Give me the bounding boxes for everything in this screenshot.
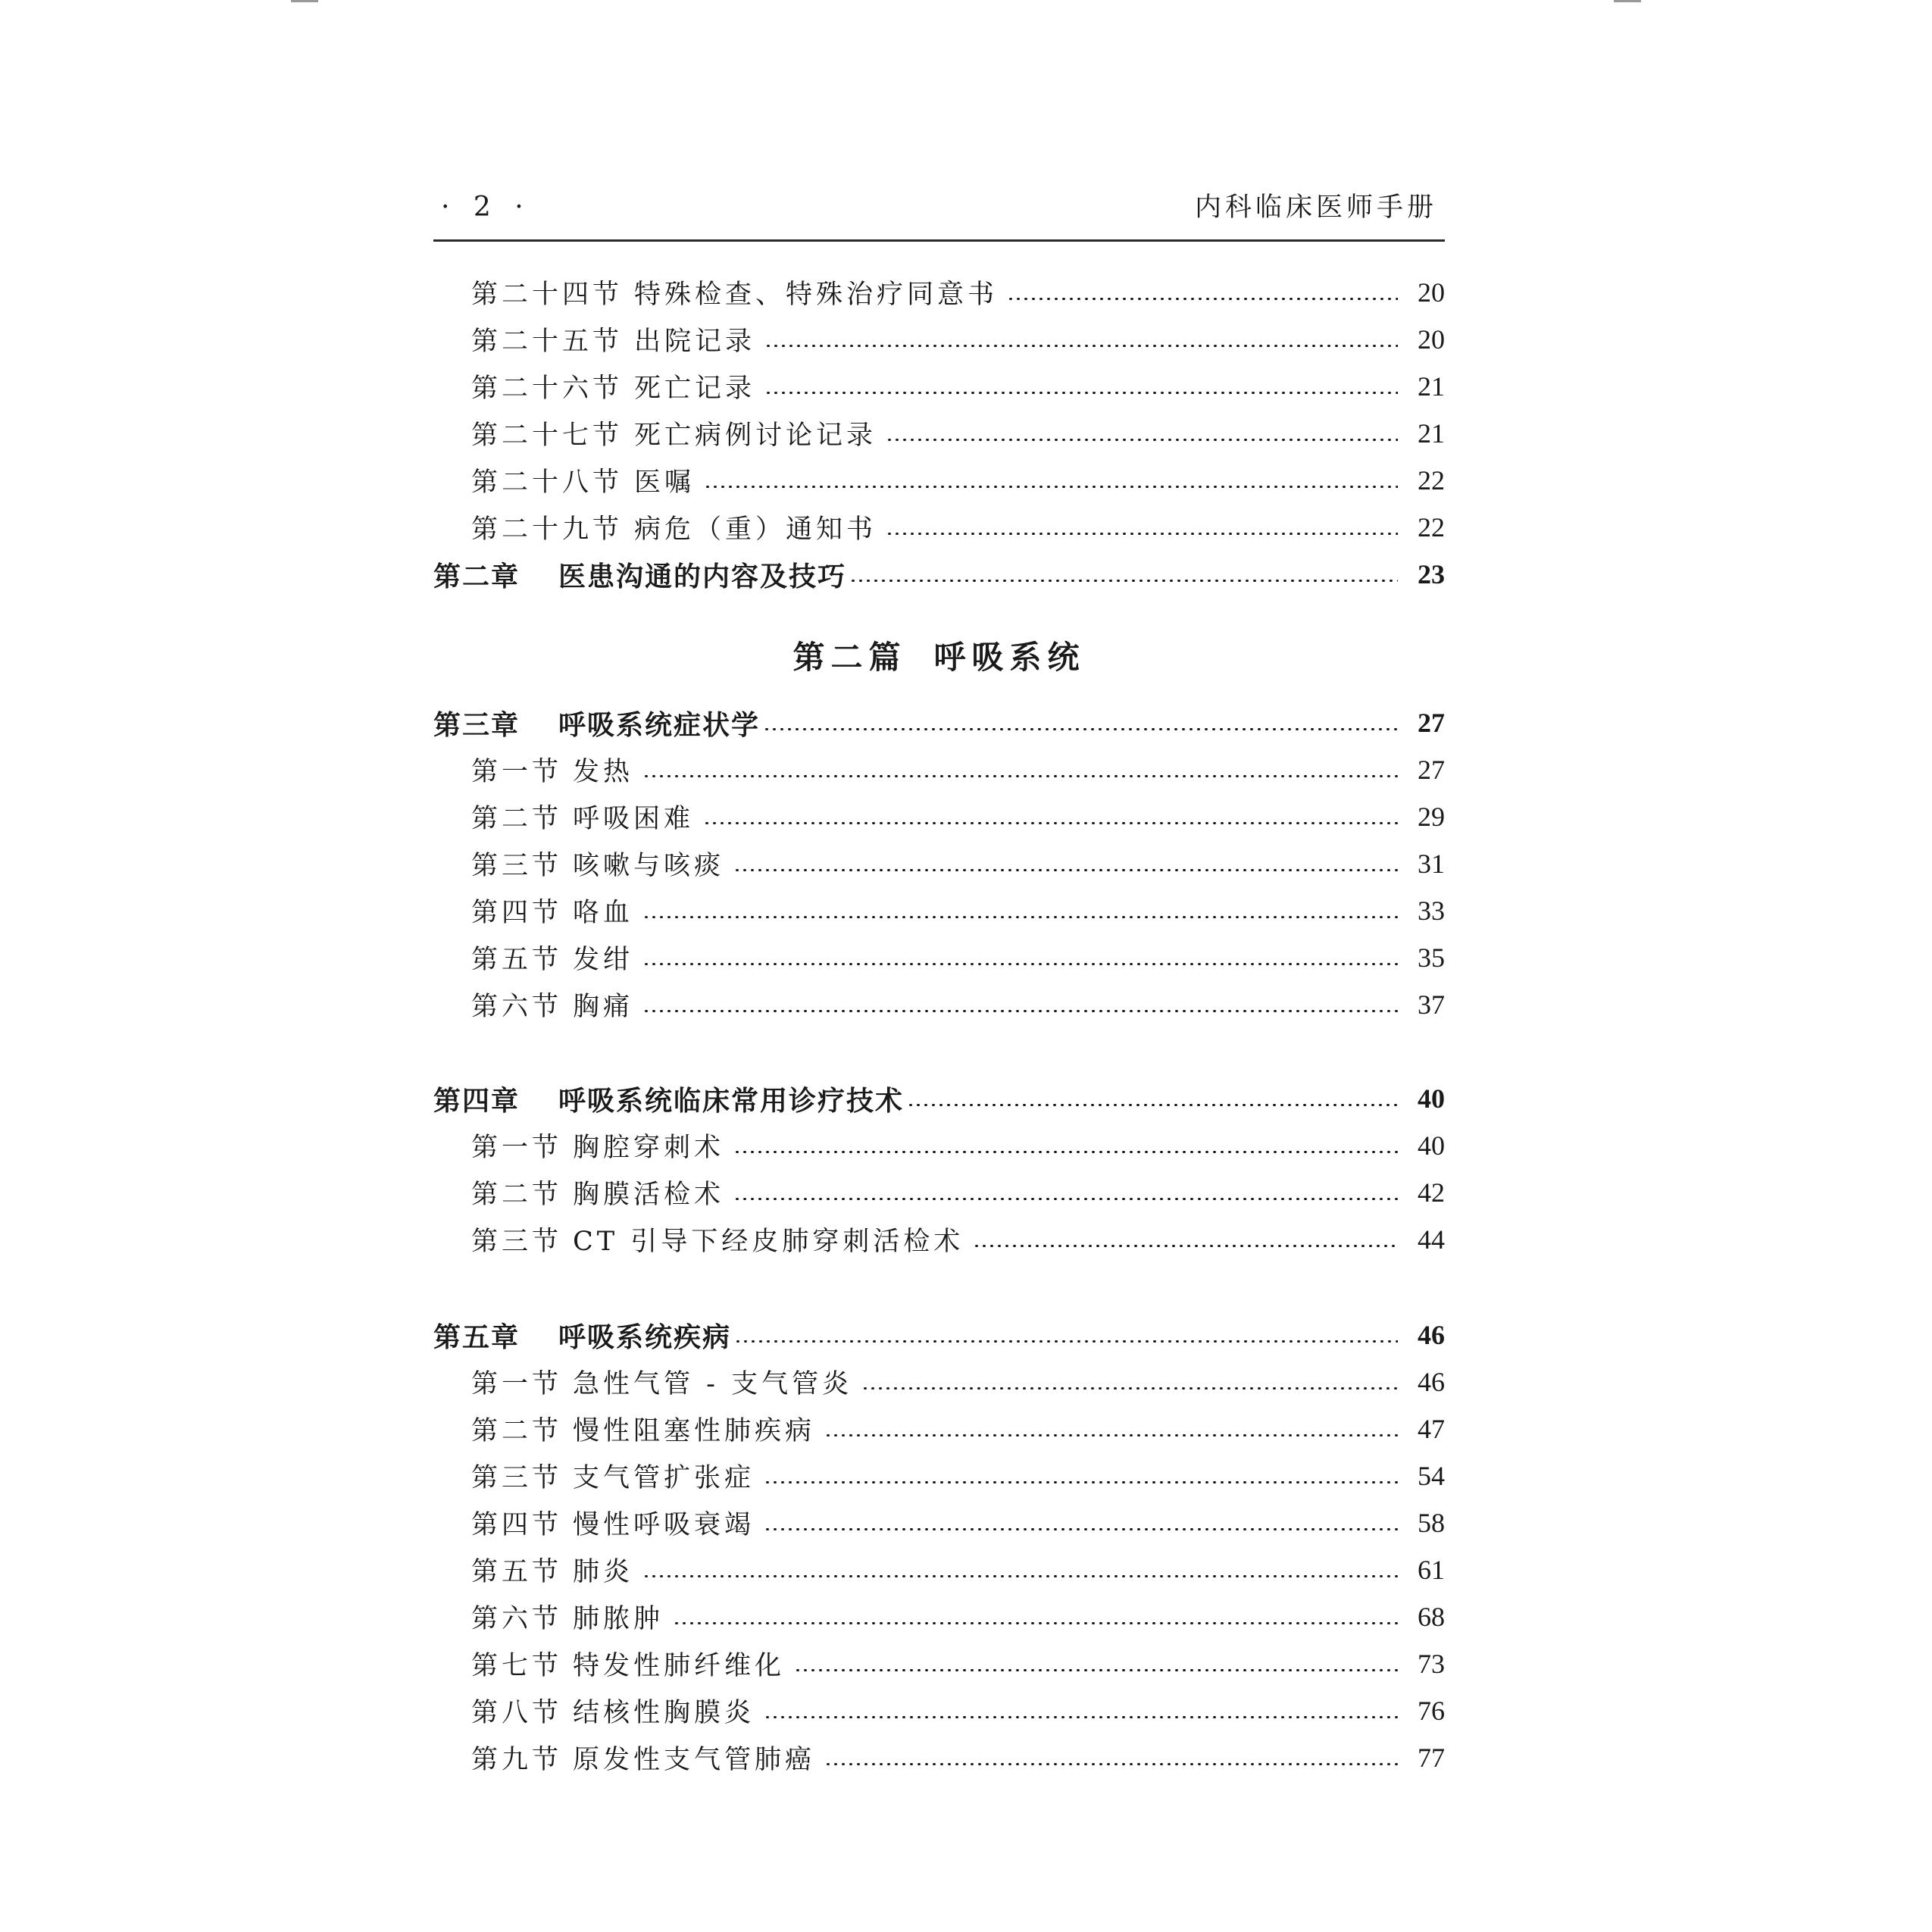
toc-entry-section[interactable] (433, 1455, 1445, 1497)
part-number: 第二篇 (792, 639, 907, 676)
section-number: 第二节 (471, 804, 563, 834)
section-number: 第二节 (471, 1416, 563, 1446)
dot-leader (733, 869, 1398, 871)
dot-leader (642, 916, 1398, 918)
toc-entry-section[interactable] (433, 796, 1445, 838)
toc-entry-section[interactable] (433, 889, 1445, 932)
section-number: 第二十六节 (471, 374, 624, 404)
section-number: 第五节 (471, 1557, 563, 1587)
page-reference: 46 (1418, 1320, 1445, 1350)
page-reference: 77 (1418, 1743, 1445, 1773)
section-title: 发绀 (573, 945, 634, 975)
toc-entry-section[interactable] (433, 1502, 1445, 1544)
section-title: 急性气管 - 支气管炎 (573, 1369, 853, 1399)
chapter-number: 第二章 (433, 561, 521, 592)
toc-entry-section[interactable] (433, 459, 1445, 502)
dot-leader (794, 1669, 1398, 1671)
part-title: 呼吸系统 (933, 639, 1086, 676)
dot-leader (733, 1198, 1398, 1200)
section-number: 第四节 (471, 898, 563, 928)
toc-entry-section[interactable] (433, 365, 1445, 408)
section-number: 第九节 (471, 1745, 563, 1775)
dot-leader (886, 533, 1398, 535)
toc-entry-section[interactable] (433, 1218, 1445, 1261)
page-reference: 54 (1418, 1461, 1445, 1491)
section-title: 特发性肺纤维化 (573, 1651, 786, 1681)
section-title: 病危（重）通知书 (634, 514, 877, 545)
toc-entry-section[interactable] (433, 506, 1445, 549)
part-heading (433, 636, 1445, 679)
page-reference: 20 (1418, 324, 1445, 355)
toc-entry-section[interactable] (433, 843, 1445, 885)
section-number: 第二十五节 (471, 327, 624, 357)
dot-leader (1007, 298, 1398, 300)
page-number: · 2 · (441, 192, 531, 223)
page-reference: 22 (1418, 465, 1445, 496)
dot-leader (642, 1575, 1398, 1577)
page-reference: 68 (1418, 1602, 1445, 1632)
chapter-number: 第五章 (433, 1321, 521, 1353)
page-reference: 46 (1418, 1367, 1445, 1397)
section-number: 第三节 (471, 1463, 563, 1493)
dot-leader (734, 1340, 1398, 1343)
section-number: 第四节 (471, 1510, 563, 1540)
toc-entry-section[interactable] (433, 1549, 1445, 1591)
page-reference: 76 (1418, 1696, 1445, 1726)
section-title: 慢性阻塞性肺疾病 (573, 1416, 816, 1446)
toc-page (433, 182, 1445, 1849)
dot-leader (703, 822, 1398, 824)
dot-leader (642, 775, 1398, 777)
dot-leader (704, 486, 1398, 488)
section-title: 原发性支气管肺癌 (573, 1745, 816, 1775)
toc-entry-section[interactable] (433, 983, 1445, 1026)
section-number: 第三节 (471, 1227, 563, 1257)
chapter-number: 第三章 (433, 709, 521, 741)
section-number: 第二十四节 (471, 280, 624, 310)
page-reference: 37 (1418, 989, 1445, 1020)
section-title: CT 引导下经皮肺穿刺活检术 (573, 1227, 964, 1257)
dot-leader (673, 1622, 1398, 1624)
section-title: 胸膜活检术 (573, 1180, 725, 1210)
toc-entry-chapter[interactable] (433, 553, 1445, 596)
page-reference: 27 (1418, 708, 1445, 738)
section-title: 咳嗽与咳痰 (573, 851, 725, 881)
toc-entry-chapter[interactable] (433, 1314, 1445, 1356)
dot-leader (642, 963, 1398, 965)
running-header (433, 182, 1445, 242)
page-reference: 21 (1418, 371, 1445, 402)
section-title: 胸痛 (573, 992, 634, 1022)
toc-entry-section[interactable] (433, 1737, 1445, 1779)
section-number: 第二十八节 (471, 467, 624, 498)
section-number: 第三节 (471, 851, 563, 881)
page-reference: 33 (1418, 896, 1445, 926)
page-reference: 35 (1418, 943, 1445, 973)
dot-leader (763, 728, 1398, 730)
section-title: 呼吸困难 (573, 804, 695, 834)
section-title: 慢性呼吸衰竭 (573, 1510, 755, 1540)
dot-leader (824, 1434, 1398, 1436)
dot-leader (733, 1151, 1398, 1153)
toc-entry-section[interactable] (433, 271, 1445, 314)
dot-leader (764, 1481, 1398, 1483)
section-number: 第一节 (471, 757, 563, 787)
dot-leader (973, 1245, 1398, 1247)
dot-leader (824, 1763, 1398, 1765)
section-number: 第六节 (471, 992, 563, 1022)
section-number: 第一节 (471, 1133, 563, 1163)
section-title: 出院记录 (634, 327, 756, 357)
dot-leader (642, 1010, 1398, 1012)
page-reference: 21 (1418, 418, 1445, 449)
page-reference: 47 (1418, 1414, 1445, 1444)
page-reference: 20 (1418, 277, 1445, 308)
toc-entry-section[interactable] (433, 749, 1445, 791)
page-reference: 44 (1418, 1224, 1445, 1255)
section-title: 特殊检查、特殊治疗同意书 (634, 280, 999, 310)
page-reference: 31 (1418, 849, 1445, 879)
page-reference: 23 (1418, 559, 1445, 589)
section-title: 咯血 (573, 898, 634, 928)
dot-leader (764, 345, 1398, 347)
page-reference: 40 (1418, 1130, 1445, 1161)
page-reference: 27 (1418, 755, 1445, 785)
dot-leader (764, 1528, 1398, 1530)
section-number: 第二十九节 (471, 514, 624, 545)
section-title: 死亡病例讨论记录 (634, 420, 877, 451)
toc-entry-section[interactable] (433, 1596, 1445, 1638)
chapter-title: 呼吸系统临床常用诊疗技术 (558, 1085, 905, 1117)
crop-mark-left (291, 0, 318, 2)
dot-leader (764, 1716, 1398, 1718)
chapter-title: 呼吸系统症状学 (558, 709, 761, 741)
toc-entry-section[interactable] (433, 412, 1445, 455)
section-number: 第七节 (471, 1651, 563, 1681)
toc-entry-section[interactable] (433, 1643, 1445, 1685)
page-reference: 40 (1418, 1083, 1445, 1114)
toc-entry-section[interactable] (433, 1690, 1445, 1732)
section-number: 第一节 (471, 1369, 563, 1399)
page-reference: 42 (1418, 1177, 1445, 1208)
book-title: 内科临床医师手册 (1194, 192, 1437, 223)
section-title: 肺脓肿 (573, 1604, 664, 1634)
page-reference: 73 (1418, 1649, 1445, 1679)
toc-entry-section[interactable] (433, 936, 1445, 979)
toc-entry-section[interactable] (433, 1124, 1445, 1167)
section-title: 医嘱 (634, 467, 696, 498)
section-number: 第二十七节 (471, 420, 624, 451)
toc-entry-section[interactable] (433, 318, 1445, 361)
toc-entry-section[interactable] (433, 1171, 1445, 1214)
page-reference: 58 (1418, 1508, 1445, 1538)
chapter-number: 第四章 (433, 1085, 521, 1117)
toc-entry-section[interactable] (433, 1408, 1445, 1450)
section-title: 结核性胸膜炎 (573, 1698, 755, 1728)
section-title: 支气管扩张症 (573, 1463, 755, 1493)
section-number: 第六节 (471, 1604, 563, 1634)
chapter-title: 呼吸系统疾病 (558, 1321, 732, 1353)
section-number: 第五节 (471, 945, 563, 975)
dot-leader (861, 1387, 1398, 1390)
chapter-title: 医患沟通的内容及技巧 (558, 561, 847, 592)
section-number: 第二节 (471, 1180, 563, 1210)
dot-leader (886, 439, 1398, 441)
dot-leader (849, 580, 1398, 582)
page-reference: 22 (1418, 512, 1445, 542)
page-reference: 61 (1418, 1555, 1445, 1585)
section-title: 肺炎 (573, 1557, 634, 1587)
section-number: 第八节 (471, 1698, 563, 1728)
toc-entry-chapter[interactable] (433, 1077, 1445, 1120)
toc-entry-chapter[interactable] (433, 702, 1445, 744)
section-title: 胸腔穿刺术 (573, 1133, 725, 1163)
dot-leader (764, 392, 1398, 394)
section-title: 发热 (573, 757, 634, 787)
crop-mark-right (1614, 0, 1641, 2)
dot-leader (907, 1104, 1398, 1106)
section-title: 死亡记录 (634, 374, 756, 404)
page-reference: 29 (1418, 802, 1445, 832)
toc-entry-section[interactable] (433, 1361, 1445, 1403)
